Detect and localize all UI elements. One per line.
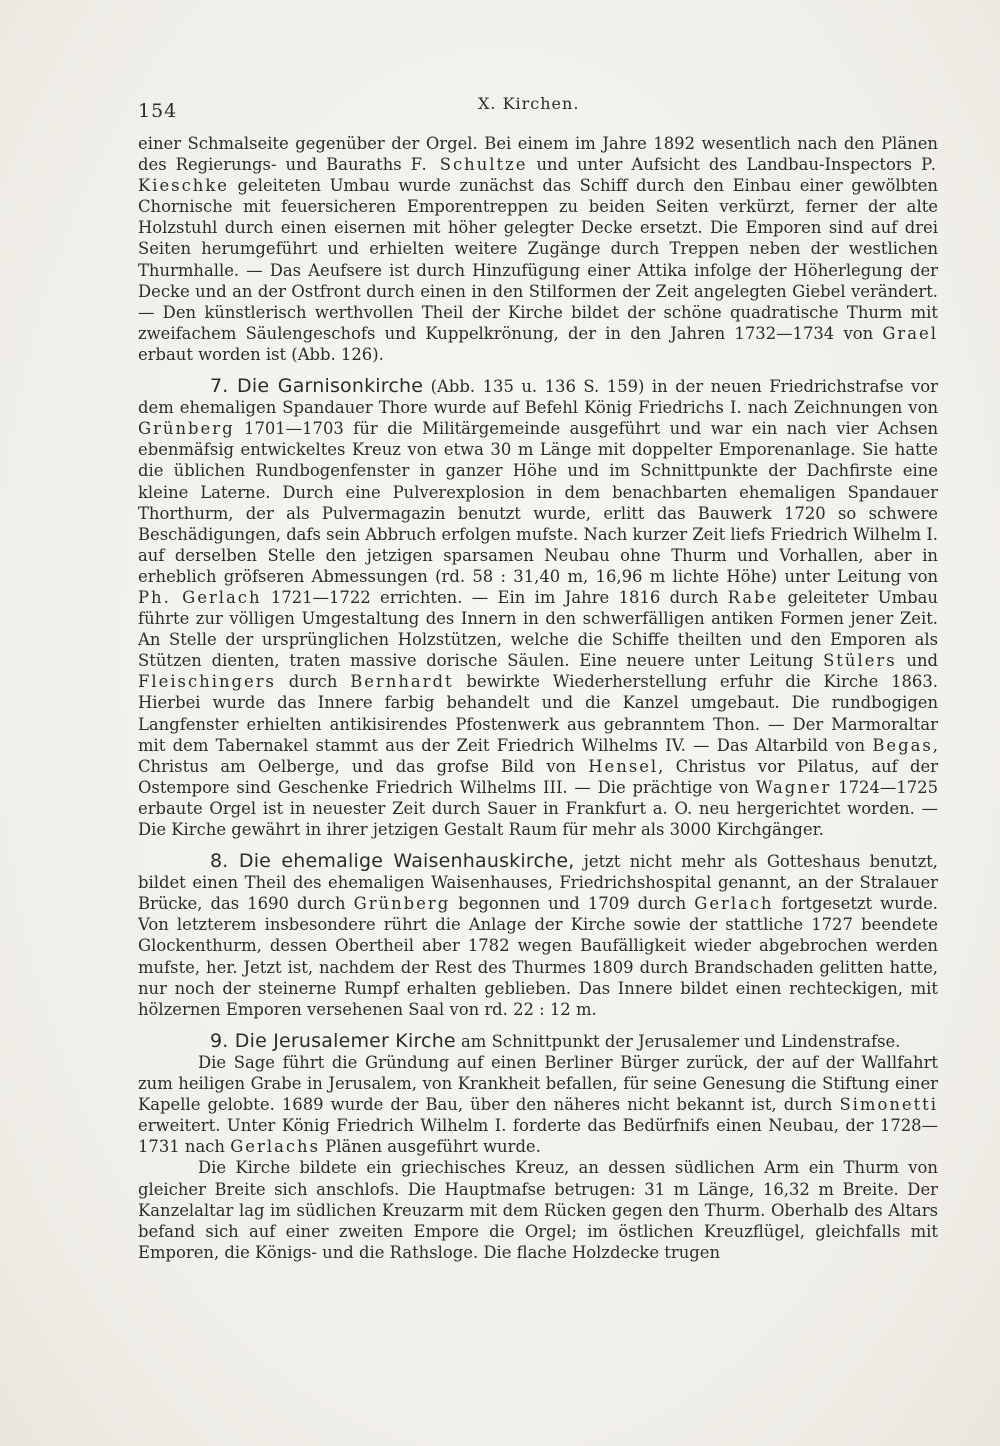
- person-name: Ph. Gerlach: [138, 587, 262, 607]
- text-run: begonnen und 1709 durch: [450, 894, 695, 914]
- page-header: [138, 88, 938, 122]
- text-run: geleiteter Umbau führte zur völligen Umgestaltung des Innern in den schwerfälligen antiken Formen jener Zeit. An Stelle der ursprünglichen Holzstützen, welche die Schiffe theilten und den Emporen als Stützen dienten, traten massive dorische Säulen. Eine neuere unter Leitung: [138, 587, 938, 671]
- person-name: Begas: [872, 735, 933, 755]
- text-run: erweitert. Unter König Friedrich Wilhelm I. forderte das Bedürfnifs einen Neubau, der 1728—1731 nach: [138, 1116, 938, 1157]
- text-run: durch: [275, 672, 351, 692]
- person-name: Hensel: [588, 756, 659, 776]
- person-name: Rabe: [727, 587, 779, 607]
- text-run: Die Sage führt die Gründung auf einen Berliner Bürger zurück, der auf der Wallfahrt zum heiligen Grabe in Jerusalem, von Krankheit befallen, für seine Genesung die Stiftung einer Kapelle gelobte. 1689 wurde der Bau, über den näheres nicht bekannt ist, durch: [138, 1052, 938, 1115]
- person-name: Grael: [882, 323, 938, 343]
- section-jerusalemer-kirche: [138, 1031, 938, 1052]
- person-name: Gerlach: [694, 894, 774, 914]
- paragraph: [138, 1052, 938, 1157]
- text-run: jetzt nicht mehr als Gotteshaus benutzt, bildet einen Theil des ehemaligen Waisenhauses, Friedrichshospital genannt, an der Stralauer Brücke, das 1690 durch: [138, 852, 938, 914]
- person-name: Gerlachs: [230, 1137, 320, 1157]
- body-text: [138, 133, 938, 1263]
- text-run: Die Kirche bildete ein griechisches Kreuz, an dessen südlichen Arm ein Thurm von gleicher Breite sich anschlofs. Die Hauptmafse betrugen: 31 m Länge, 16,32 m Breite. Der Kanzelaltar lag im südlichen Kreuzarm mit dem Rücken gegen den Thurm. Oberhalb des Altars befand sich auf einer zweiten Empore die Orgel; im östlichen Kreuzflügel, gleichfalls mit Emporen, die Königs- und die Rathsloge. Die flache Holzdecke trugen: [138, 1158, 938, 1262]
- text-run: und: [896, 651, 938, 671]
- text-run: 1721—1722 errichten. — Ein im Jahre 1816 durch: [261, 587, 728, 607]
- running-title: X. Kirchen.: [478, 94, 580, 113]
- text-run: erbaut worden ist (Abb. 126).: [138, 344, 384, 364]
- person-name: Grünberg: [353, 894, 451, 914]
- text-run: Plänen ausgeführt wurde.: [320, 1137, 541, 1157]
- person-name: Simonetti: [839, 1095, 938, 1115]
- person-name: Wagner: [755, 777, 832, 797]
- text-run: am Schnittpunkt der Jerusalemer und Lindenstrafse.: [455, 1031, 901, 1051]
- person-name: Stülers: [823, 651, 897, 671]
- section-waisenhauskirche: [138, 851, 938, 1020]
- text-run: und unter Aufsicht des Landbau-Inspectors: [527, 155, 922, 175]
- paragraph-continued: [138, 133, 938, 365]
- text-run: einer Schmalseite gegenüber der Orgel. Bei einem im Jahre 1892 wesentlich nach den Plänen des Regierungs- und Bauraths: [138, 134, 938, 175]
- person-name: F. Schultze: [410, 155, 528, 175]
- person-name: Fleischingers: [138, 672, 276, 692]
- text-run: geleiteten Umbau wurde zunächst das Schiff durch den Einbau einer gewölbten Chornische mit feuersicheren Emporentreppen zu beiden Seiten verkürzt, ferner der alte Holzstuhl durch einen eisernen mit höher gelegter Decke ersetzt. Die Emporen sind auf drei Seiten herumgeführt und erhielten weitere Zugänge durch Treppen neben der westlichen Thurmhalle. — Das Aeufsere ist durch Hinzufügung einer Attika infolge der Höherlegung der Decke und an der Ostfront durch einen in den Stilformen der Zeit angelegten Giebel verändert. — Den künstlerisch werthvollen Theil der Kirche bildet der schöne quadratische Thurm mit zweifachem Säulengeschofs und Kuppelkrönung, der in den Jahren 1732—1734 von: [138, 176, 938, 343]
- page-number: 154: [138, 100, 178, 122]
- person-name: Bernhardt: [350, 672, 454, 692]
- person-name: P. Kieschke: [138, 155, 939, 196]
- text-run: , Christus vor Pilatus, auf der Ostempore sind Geschenke Friedrich Wilhelms III. — Die prächtige von: [138, 756, 938, 797]
- text-run: fortgesetzt wurde. Von letzterem insbesondere rührt die Anlage der Kirche sowie der stattliche 1727 beendete Glockenthurm, dessen Obertheil aber 1782 wegen Baufälligkeit wieder abgebrochen werden mufste, her. Jetzt ist, nachdem der Rest des Thurmes 1809 durch Brandschaden gelitten hatte, nur noch der steinerne Rumpf erhalten geblieben. Das Innere bildet einen rechteckigen, mit hölzernen Emporen versehenen Saal von rd. 22 : 12 m.: [138, 894, 938, 1019]
- section-garnisonkirche: [138, 376, 938, 840]
- paragraph: [138, 1157, 938, 1262]
- text-run: bewirkte Wiederherstellung erfuhr die Kirche 1863. Hierbei wurde das Innere farbig behandelt und die Kanzel umgebaut. Die rundbogigen Langfenster erhielten antikisirendes Pfostenwerk aus gebranntem Thon. — Der Marmoraltar mit dem Tabernakel stammt aus der Zeit Friedrich Wilhelms IV. — Das Altarbild von: [138, 672, 938, 755]
- person-name: Grünberg: [138, 419, 235, 439]
- text-run: (Abb. 135 u. 136 S. 159) in der neuen Friedrichstrafse vor dem ehemaligen Spandauer Thore wurde auf Befehl König Friedrichs I. nach Zeichnungen von: [138, 377, 939, 418]
- text-run: , Christus am Oelberge, und das grofse Bild von: [138, 735, 938, 776]
- text-run: 1724—1725 erbaute Orgel ist in neuester Zeit durch Sauer in Frankfurt a. O. neu hergerichtet worden. — Die Kirche gewährt in ihrer jetzigen Gestalt Raum für mehr als 3000 Kirchgänger.: [138, 777, 938, 839]
- text-run: 1701—1703 für die Militärgemeinde ausgeführt und war ein nach vier Achsen ebenmäfsig entwickeltes Kreuz von etwa 30 m Länge mit doppelter Emporenanlage. Sie hatte die üblichen Rundbogenfenster in ganzer Höhe und im Schnittpunkte der Dachfirste eine kleine Laterne. Durch eine Pulverexplosion in dem benachbarten ehemaligen Spandauer Thorthurm, der als Pulvermagazin benutzt wurde, erlitt das Bauwerk 1720 so schwere Beschädigungen, dafs sein Abbruch erfolgen mufste. Nach kurzer Zeit liefs Friedrich Wilhelm I. auf derselben Stelle den jetzigen sparsamen Neubau ohne Thurm und Vorhallen, aber in erheblich gröfseren Abmessungen (rd. 58 : 31,40 m, 16,96 m lichte Höhe) unter Leitung von: [138, 419, 938, 586]
- section-heading: 9. Die Jerusalemer Kirche: [210, 1029, 456, 1052]
- section-heading: 7. Die Garnisonkirche: [210, 375, 424, 398]
- section-heading: 8. Die ehemalige Waisenhauskirche,: [210, 850, 575, 873]
